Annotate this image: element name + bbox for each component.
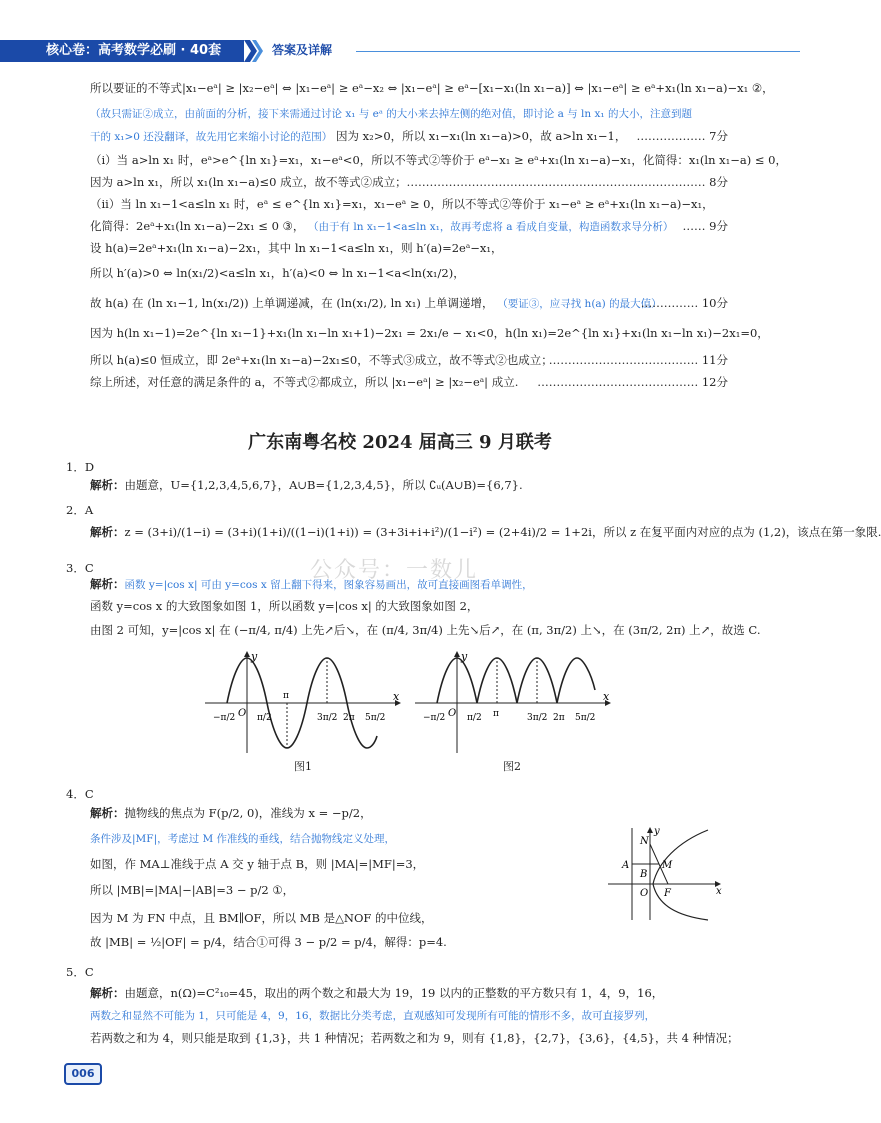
- figure-caption: 图2: [503, 760, 521, 773]
- solution-label: 解析：: [90, 806, 125, 820]
- solution-line: [90, 805, 372, 821]
- solution-text: 由题意，n(Ω)=C²₁₀=45，取出的两个数之和最大为 19，19 以内的正整数的平方数只有 1，4，9，16，: [124, 986, 664, 1000]
- score-marker: …… 9分: [682, 219, 728, 233]
- solution-text: z = (3+i)/(1−i) = (3+i)(1+i)/((1−i)(1+i)) = (3+3i+i+i²)/(1−i²) = (2+4i)/2 = 1+2i，所以 z 在复平面内对应的点为 (1,2)，该点在第一象限.: [124, 525, 881, 539]
- tick-label: −π/2: [423, 713, 446, 723]
- text-span: 因为 x₂>0，所以 x₁−x₁(ln x₁−a)>0，故 a>ln x₁−1，: [335, 129, 627, 143]
- tick-label: π/2: [467, 713, 482, 723]
- solution-text: 由题意，U={1,2,3,4,5,6,7}，A∪B={1,2,3,4,5}，所以 ∁ᵤ(A∪B)={6,7}.: [124, 478, 523, 492]
- text-span: 化简得：2eᵃ+x₁(ln x₁−a)−2x₁ ≤ 0 ③，: [90, 219, 305, 233]
- solution-line: [90, 477, 523, 493]
- solution-text: 抛物线的焦点为 F(p/2, 0)，准线为 x = −p/2，: [124, 806, 372, 820]
- tick-label: π/2: [257, 713, 272, 723]
- point-label: N: [640, 836, 649, 847]
- figure-caption: 图1: [294, 760, 312, 773]
- abs-cos-curve: [437, 658, 595, 703]
- solution-label: 解析：: [90, 478, 125, 492]
- book-title-band: 核心卷：高考数学必刷 · 40套: [0, 40, 244, 62]
- text-line: 因为 a>ln x₁，所以 x₁(ln x₁−a)≤0 成立，故不等式②成立；: [90, 175, 407, 189]
- tick-label: 5π/2: [365, 713, 386, 723]
- figure-2-abs-cos-graph: [415, 648, 615, 758]
- section-label: 答案及详解: [272, 43, 333, 57]
- point-label: M: [662, 860, 673, 871]
- solution-line: 函数 y=cos x 的大致图象如图 1，所以函数 y=|cos x| 的大致图象如图 2，: [90, 599, 479, 613]
- x-label: x: [393, 690, 400, 703]
- score-marker: …………………………………………………………………… 8分: [406, 175, 728, 189]
- tick-label: 3π/2: [527, 713, 548, 723]
- solution-line: 若两数之和为 4，则只能是取到 {1,3}，共 1 种情况；若两数之和为 9，则有 {1,8}，{2,7}，{3,6}，{4,5}，共 4 种情况；: [90, 1031, 739, 1045]
- solution-line: [90, 576, 533, 592]
- tick-label: 5π/2: [575, 713, 596, 723]
- tick-label: 2π: [553, 713, 565, 723]
- watermark: 公众号：一数儿: [310, 558, 479, 583]
- hint-line: （故只需证②成立，由前面的分析，接下来需通过讨论 x₁ 与 eᵃ 的大小来去掉左侧的绝对值，即讨论 a 与 ln x₁ 的大小，注意到题: [90, 108, 692, 120]
- solution-line: 因为 M 为 FN 中点，且 BM∥OF，所以 MB 是△NOF 的中位线，: [90, 911, 433, 925]
- text-line: 所以要证的不等式|x₁−eᵃ| ≥ |x₂−eᵃ| ⇔ |x₁−eᵃ| ≥ eᵃ−x₂ ⇔ |x₁−eᵃ| ≥ eᵃ−[x₁−x₁(ln x₁−a)] ⇔ |x₁−eᵃ| ≥ eᵃ+x₁(ln x₁−a)−x₁ ②，: [90, 81, 774, 95]
- point-label: A: [622, 860, 630, 871]
- y-label: y: [654, 826, 660, 837]
- solution-line: [90, 985, 663, 1001]
- origin-label: O: [238, 708, 247, 719]
- solution-line: 由图 2 可知，y=|cos x| 在 (−π/4, π/4) 上先↗后↘，在 (π/4, 3π/4) 上先↘后↗，在 (π, 3π/2) 上↘，在 (3π/2, 2π) 上↗，故选 C.: [90, 623, 761, 637]
- point-label: B: [640, 869, 648, 880]
- point-label: O: [640, 888, 649, 899]
- origin-label: O: [448, 708, 457, 719]
- score-marker: …………………………………… 12分: [537, 375, 728, 389]
- solution-line: 如图，作 MA⊥准线于点 A 交 y 轴于点 B，则 |MA|=|MF|=3，: [90, 857, 425, 871]
- text-line: 所以 h′(a)>0 ⇔ ln(x₁/2)<a≤ln x₁，h′(a)<0 ⇔ ln x₁−1<a<ln(x₁/2)，: [90, 266, 465, 280]
- parabola-figure: [598, 822, 728, 922]
- hint-text: （要证③，应寻找 h(a) 的最大值）: [497, 298, 662, 310]
- solution-line: [90, 524, 881, 540]
- text-line: [90, 218, 740, 235]
- hint-text: 干的 x₁>0 还没翻译，故先用它来缩小讨论的范围）: [90, 131, 333, 143]
- figure-1-cos-graph: [205, 648, 405, 758]
- section-title: 广东南粤名校 2024 届高三 9 月联考: [248, 432, 552, 453]
- text-line: （i）当 a>ln x₁ 时，eᵃ>e^{ln x₁}=x₁，x₁−eᵃ<0，所以不等式②等价于 eᵃ−x₁ ≥ eᵃ+x₁(ln x₁−a)−x₁，化简得：x₁(ln x₁−a) ≤ 0，: [90, 153, 787, 167]
- tick-label: π: [493, 709, 499, 719]
- hint-line: 条件涉及|MF|，考虑过 M 作准线的垂线，结合抛物线定义处理，: [90, 833, 396, 845]
- parabola-curve: [653, 830, 708, 920]
- solution-label: 解析：: [90, 577, 125, 591]
- tick-label: π: [283, 691, 289, 701]
- hint-text: 函数 y=|cos x| 可由 y=cos x 留上翻下得来，图象容易画出，故可直接画图看单调性，: [124, 579, 533, 591]
- solution-line: 所以 |MB|=|MA|−|AB|=3 − p/2 ①，: [90, 883, 295, 897]
- page-header: [0, 0, 800, 60]
- hint-text: （由于有 ln x₁−1<a≤ln x₁，故再考虑将 a 看成自变量，构造函数求导分析）: [308, 221, 674, 233]
- chevron-decoration-icon: [244, 40, 264, 62]
- question-number: 3．C: [66, 561, 94, 575]
- x-label: x: [716, 886, 722, 897]
- x-label: x: [603, 690, 610, 703]
- score-marker: ……………… 7分: [636, 129, 728, 143]
- text-span: 故 h(a) 在 (ln x₁−1, ln(x₁/2)) 上单调递减，在 (ln(x₁/2), ln x₁) 上单调递增，: [90, 296, 494, 310]
- text-line: 设 h(a)=2eᵃ+x₁(ln x₁−a)−2x₁，其中 ln x₁−1<a≤ln x₁，则 h′(a)=2eᵃ−x₁，: [90, 241, 503, 255]
- hint-line: 两数之和显然不可能为 1，只可能是 4，9，16，数据比分类考虑，直观感知可发现所有可能的情形不多，故可直接罗列，: [90, 1010, 656, 1022]
- tick-label: 2π: [343, 713, 355, 723]
- question-number: 5．C: [66, 965, 94, 979]
- tick-label: 3π/2: [317, 713, 338, 723]
- header-rule: [356, 51, 800, 52]
- question-number: 2．A: [66, 503, 94, 517]
- point-label: F: [664, 888, 671, 899]
- page-number: 006: [64, 1063, 102, 1085]
- score-marker: …………… 10分: [640, 296, 728, 310]
- text-line: 综上所述，对任意的满足条件的 a，不等式②都成立，所以 |x₁−eᵃ| ≥ |x₂−eᵃ| 成立.: [90, 375, 519, 389]
- y-label: y: [461, 650, 468, 663]
- solution-label: 解析：: [90, 986, 125, 1000]
- y-label: y: [251, 650, 258, 663]
- score-marker: ………………………………… 11分: [548, 353, 728, 367]
- text-line: 所以 h(a)≤0 恒成立，即 2eᵃ+x₁(ln x₁−a)−2x₁≤0，不等式③成立，故不等式②也成立；: [90, 353, 553, 367]
- solution-label: 解析：: [90, 525, 125, 539]
- text-line: 因为 h(ln x₁−1)=2e^{ln x₁−1}+x₁(ln x₁−ln x₁+1)−2x₁ = 2x₁/e − x₁<0，h(ln x₁)=2e^{ln x₁}+x₁(ln x₁−ln x₁)−2x₁=0，: [90, 326, 769, 340]
- text-line: （ii）当 ln x₁−1<a≤ln x₁ 时，eᵃ ≤ e^{ln x₁}=x₁，x₁−eᵃ ≥ 0，所以不等式②等价于 x₁−eᵃ ≥ eᵃ+x₁(ln x₁−a)−x₁，: [90, 197, 714, 211]
- solution-line: 故 |MB| = ½|OF| = p/4，结合①可得 3 − p/2 = p/4，解得：p=4.: [90, 935, 447, 949]
- question-number: 4．C: [66, 787, 94, 801]
- question-number: 1．D: [66, 460, 95, 474]
- tick-label: −π/2: [213, 713, 236, 723]
